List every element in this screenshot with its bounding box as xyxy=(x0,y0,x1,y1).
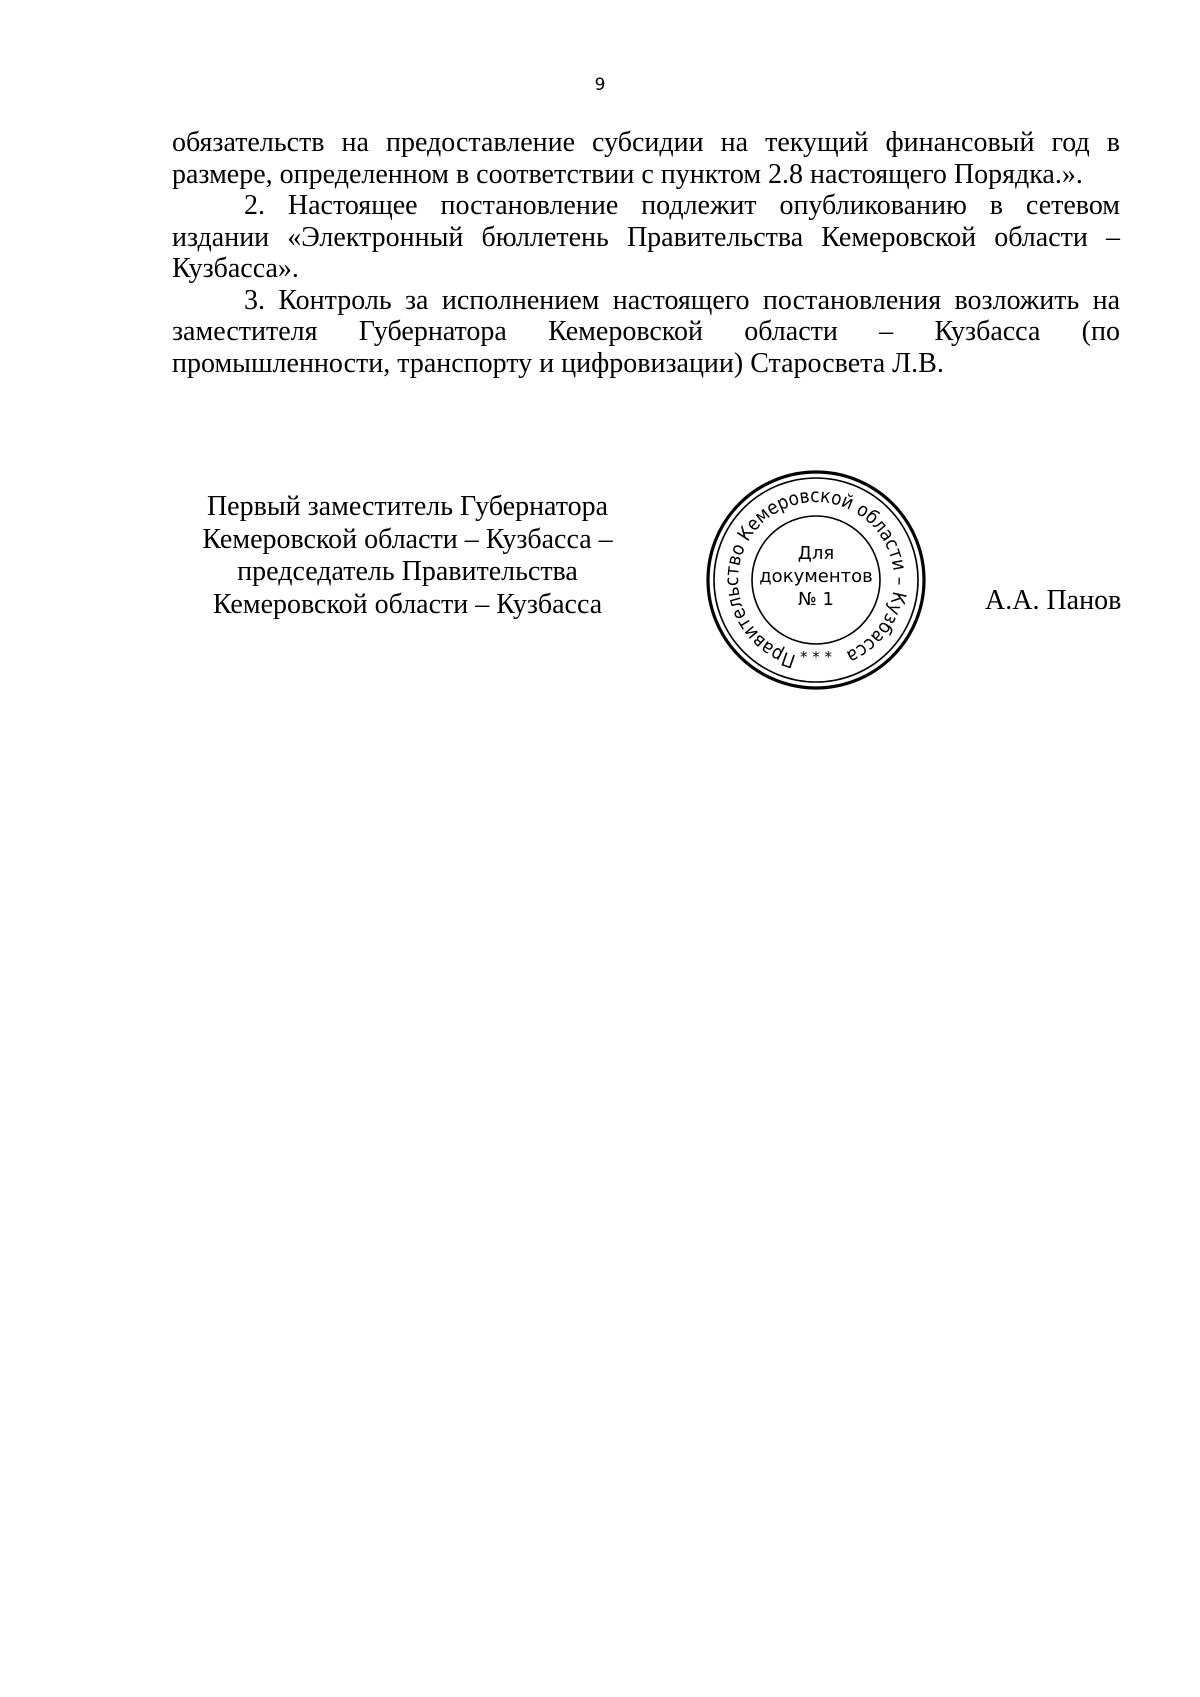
signatory-line: председатель Правительства xyxy=(237,556,578,587)
seal-center-line: Для xyxy=(797,543,835,564)
seal-center-line: документов xyxy=(759,566,873,587)
paragraph-control: 3. Контроль за исполнением настоящего постановления возложить на заместителя Губернатора Кемеровской области – Кузбасса (по промышленности, транспорту и цифровизации) Старосвета Л.В. xyxy=(172,284,1120,379)
official-seal xyxy=(703,467,929,693)
signatory-line: Кемеровской области – Кузбасса xyxy=(212,588,603,620)
paragraph-continuation: обязательств на предоставление субсидии на текущий финансовый год в размере, определенном в соответствии с пунктом 2.8 настоящего Порядка.». xyxy=(172,127,1120,190)
paragraph-publication: 2. Настоящее постановление подлежит опубликованию в сетевом издании «Электронный бюллетень Правительства Кемеровской области – Кузбасса». xyxy=(172,190,1120,284)
seal-bottom-marks: * * * xyxy=(799,648,833,666)
signatory-line: Кемеровской области – Кузбасса – xyxy=(202,523,613,555)
seal-graphic xyxy=(703,467,929,693)
document-body xyxy=(172,127,1120,379)
seal-center-line: № 1 xyxy=(798,589,834,610)
signatory-line: Первый заместитель Губернатора xyxy=(206,491,609,522)
signer-name: А.А. Панов xyxy=(985,585,1122,616)
seal-ring-text-path: Правительство Кемеровской области – Кузбасса xyxy=(720,484,912,672)
page-number: 9 xyxy=(594,75,606,95)
signatory-position xyxy=(185,491,630,621)
